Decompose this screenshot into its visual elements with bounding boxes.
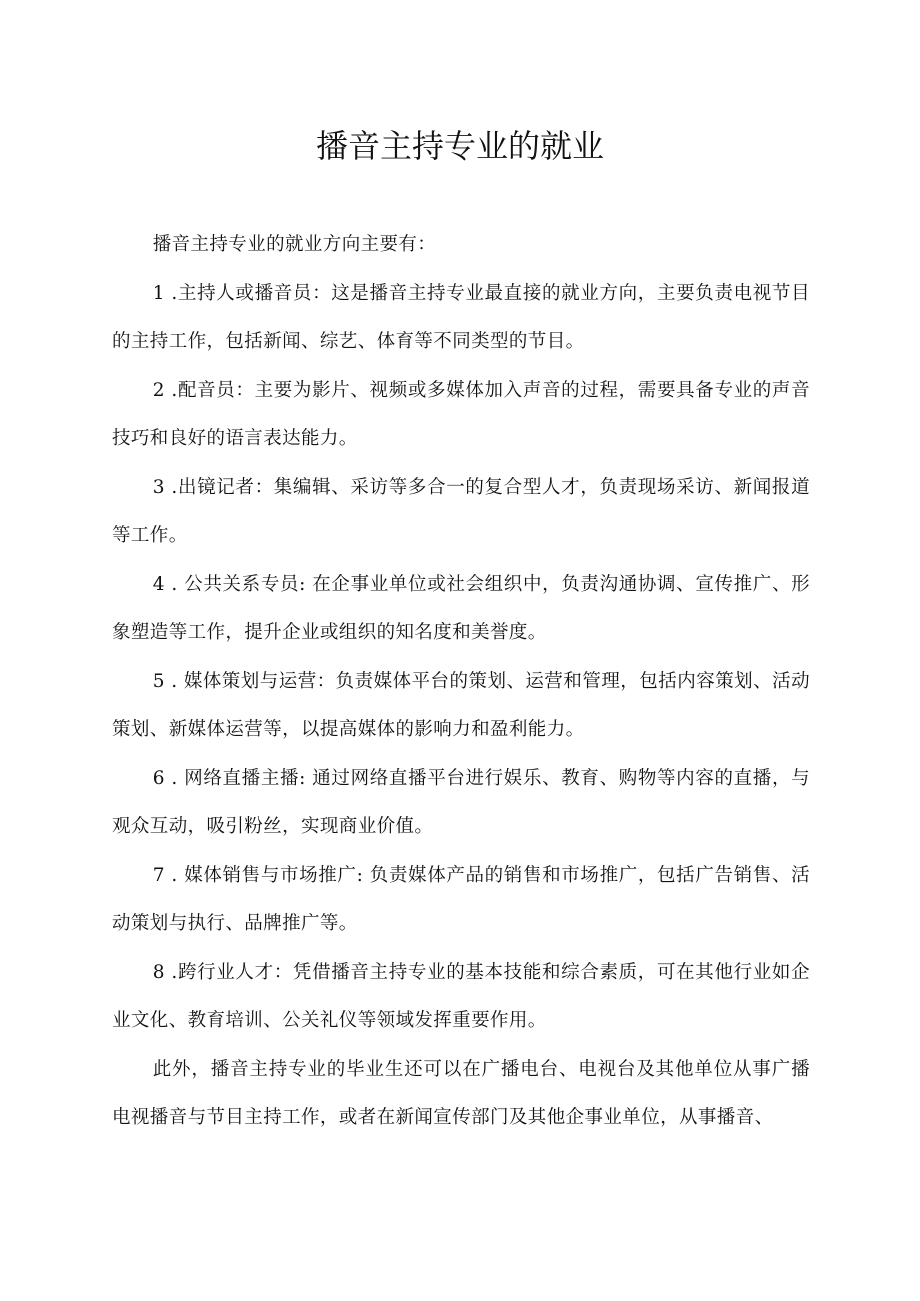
- paragraph-item-2: 2 .配音员：主要为影片、视频或多媒体加入声音的过程，需要具备专业的声音技巧和良好的语言表达能力。: [112, 379, 810, 449]
- paragraph-item-6: 6 . 网络直播主播: 通过网络直播平台进行娱乐、教育、购物等内容的直播，与观众互动，吸引粉丝，实现商业价值。: [112, 767, 810, 837]
- paragraph-item-8: 8 .跨行业人才：凭借播音主持专业的基本技能和综合素质，可在其他行业如企业文化、教育培训、公关礼仪等领域发挥重要作用。: [112, 961, 810, 1031]
- paragraph-closing: 此外，播音主持专业的毕业生还可以在广播电台、电视台及其他单位从事广播电视播音与节目主持工作，或者在新闻宣传部门及其他企事业单位，从事播音、: [112, 1058, 810, 1128]
- paragraph-intro: 播音主持专业的就业方向主要有：: [152, 234, 437, 255]
- paragraph-item-5: 5 . 媒体策划与运营：负责媒体平台的策划、运营和管理，包括内容策划、活动策划、新媒体运营等，以提高媒体的影响力和盈利能力。: [112, 670, 810, 740]
- document-body: [112, 221, 810, 1143]
- paragraph-item-4: 4 . 公共关系专员: 在企事业单位或社会组织中，负责沟通协调、宣传推广、形象塑造等工作，提升企业或组织的知名度和美誉度。: [112, 573, 810, 643]
- document-title: 播音主持专业的就业: [315, 127, 604, 165]
- paragraph-item-7: 7 . 媒体销售与市场推广: 负责媒体产品的销售和市场推广，包括广告销售、活动策划与执行、品牌推广等。: [112, 864, 810, 934]
- paragraph-item-1: 1 .主持人或播音员：这是播音主持专业最直接的就业方向，主要负责电视节目的主持工作，包括新闻、综艺、体育等不同类型的节目。: [112, 282, 810, 352]
- paragraph-item-3: 3 .出镜记者：集编辑、采访等多合一的复合型人才，负责现场采访、新闻报道等工作。: [112, 476, 810, 546]
